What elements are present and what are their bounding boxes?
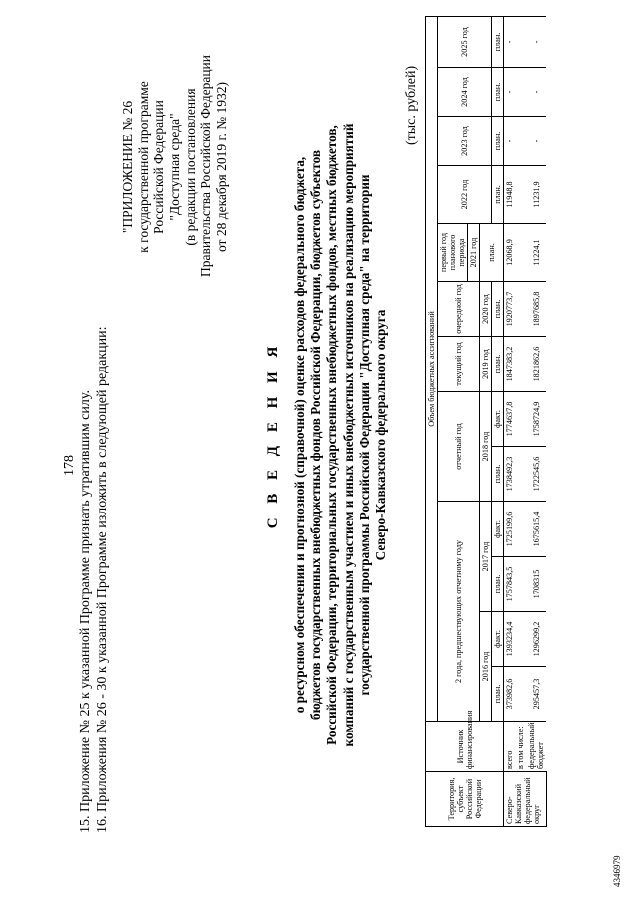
value-cell: 373982,6 (504, 667, 516, 722)
header-2019: 2019 год (480, 337, 492, 392)
appendix-line: Российской Федерации (151, 100, 167, 234)
value-cell: 11224,1 (526, 224, 546, 282)
value-cell (515, 447, 526, 502)
value-cell: - (526, 117, 546, 166)
value-cell: - (504, 117, 516, 166)
header-plan: план. (492, 667, 504, 722)
value-cell (515, 612, 526, 667)
value-cell (515, 17, 526, 68)
table-row (504, 17, 516, 827)
value-cell (515, 224, 526, 282)
value-cell: 1393234,4 (504, 612, 516, 667)
header-plan: план. (492, 166, 504, 224)
header-territory: Территория, субъект Российской Федерации (426, 772, 504, 827)
value-cell (515, 557, 526, 612)
header-current-year: текущий год (438, 337, 480, 392)
value-cell: 1920773,7 (504, 282, 516, 337)
value-cell: - (526, 17, 546, 68)
territory-cell: Северо-Кавказский федеральный округ (504, 772, 547, 827)
subtitle-line: о ресурсном обеспечении и прогнозной (справочной) оценке расходов федерального бюджета, (292, 156, 307, 714)
header-plan: план. (492, 557, 504, 612)
value-cell (515, 68, 526, 117)
header-2022: 2022 год (438, 166, 492, 224)
value-cell: 1675615,4 (526, 502, 546, 557)
header-fact: факт. (492, 392, 504, 447)
value-cell: - (504, 68, 516, 117)
header-plan: план. (492, 282, 504, 337)
header-plan: план. (480, 224, 504, 282)
value-cell (515, 117, 526, 166)
header-2021: 2021 год (468, 224, 480, 282)
value-cell: 1296299,2 (526, 612, 546, 667)
header-2025: 2025 год (438, 17, 492, 68)
value-cell: 1722545,6 (526, 447, 546, 502)
value-cell: 11948,8 (504, 166, 516, 224)
funding-table (425, 16, 547, 827)
header-plan: план. (492, 337, 504, 392)
value-cell (515, 667, 526, 722)
header-2017: 2017 год (480, 502, 492, 612)
header-two-years: 2 года, предшествующих отчетному году (438, 502, 480, 722)
value-cell: 1757843,5 (504, 557, 516, 612)
value-cell (515, 392, 526, 447)
value-cell: 12068,9 (504, 224, 516, 282)
header-2020: 2020 год (480, 282, 492, 337)
source-cell: всего (504, 722, 516, 772)
value-cell: 1738492,3 (504, 447, 516, 502)
document-title: С В Е Д Е Н И Я (265, 341, 281, 529)
appendix-line: от 28 декабря 2019 г. № 1932) (213, 81, 229, 253)
subtitle-line: бюджетов государственных внебюджетных фондов Российской Федерации, бюджетов субъектов (308, 150, 324, 720)
header-plan: план. (492, 68, 504, 117)
header-2018: 2018 год (480, 392, 492, 502)
appendix-line: к государственной программе (135, 81, 151, 253)
header-report-year: отчетный год (438, 392, 480, 502)
appendix-header (120, 57, 230, 277)
subtitle-line: государственной программы Российской Федерации "Доступная среда" на территории (356, 174, 372, 696)
value-cell: - (504, 17, 516, 68)
subtitle-line: Российской Федерации, территориальных государственных внебюджетных фондов, местных бюджетов, (324, 125, 340, 745)
source-cell: в том числе: (515, 722, 526, 772)
header-2016: 2016 год (480, 612, 492, 722)
item-15: 15. Приложение № 25 к указанной Программе признать утратившим силу. (78, 390, 93, 833)
appendix-line: "Доступная среда" (166, 113, 182, 221)
value-cell (515, 502, 526, 557)
units-label: (тыс. рублей) (404, 65, 419, 145)
value-cell: - (526, 68, 546, 117)
document-subtitle (292, 115, 389, 755)
header-volume: Объем бюджетных ассигнований (426, 17, 438, 722)
value-cell: 1897685,8 (526, 282, 546, 337)
value-cell: 1725199,6 (504, 502, 516, 557)
subtitle-line: компаний с государственным участием и иных внебюджетных источников на реализацию мероприятий (340, 123, 356, 747)
item-16: 16. Приложения № 26 - 30 к указанной Программе изложить в следующей редакции: (95, 326, 110, 833)
value-cell (515, 337, 526, 392)
header-fact: факт. (492, 612, 504, 667)
header-plan: план. (492, 117, 504, 166)
header-source: Источник финансирования (426, 722, 504, 772)
header-2024: 2024 год (438, 68, 492, 117)
value-cell: 1774637,8 (504, 392, 516, 447)
page-number: 178 (62, 455, 77, 476)
appendix-line: (в редакции постановления (182, 88, 198, 246)
value-cell: 1847383,2 (504, 337, 516, 392)
appendix-line: Правительства Российской Федерации (198, 55, 214, 277)
value-cell (515, 282, 526, 337)
source-cell: федеральный бюджет (526, 722, 546, 772)
header-plan: план. (492, 447, 504, 502)
header-first-plan-year: первый год планового периода (438, 224, 468, 282)
value-cell: 1758724,9 (526, 392, 546, 447)
value-cell: 1821862,6 (526, 337, 546, 392)
header-fact: факт. (492, 502, 504, 557)
subtitle-line: Северо-Кавказского федерального округа (373, 309, 389, 561)
table-row (526, 17, 546, 827)
value-cell: 1708315 (526, 557, 546, 612)
appendix-line: "ПРИЛОЖЕНИЕ № 26 (120, 100, 135, 234)
header-plan: план. (492, 17, 504, 68)
value-cell: 295457,3 (526, 667, 546, 722)
table-row (515, 17, 526, 827)
value-cell (515, 166, 526, 224)
document-id: 4346979 (612, 855, 622, 887)
header-2023: 2023 год (438, 117, 492, 166)
header-next-year: очередной год (438, 282, 480, 337)
value-cell: 11231,9 (526, 166, 546, 224)
